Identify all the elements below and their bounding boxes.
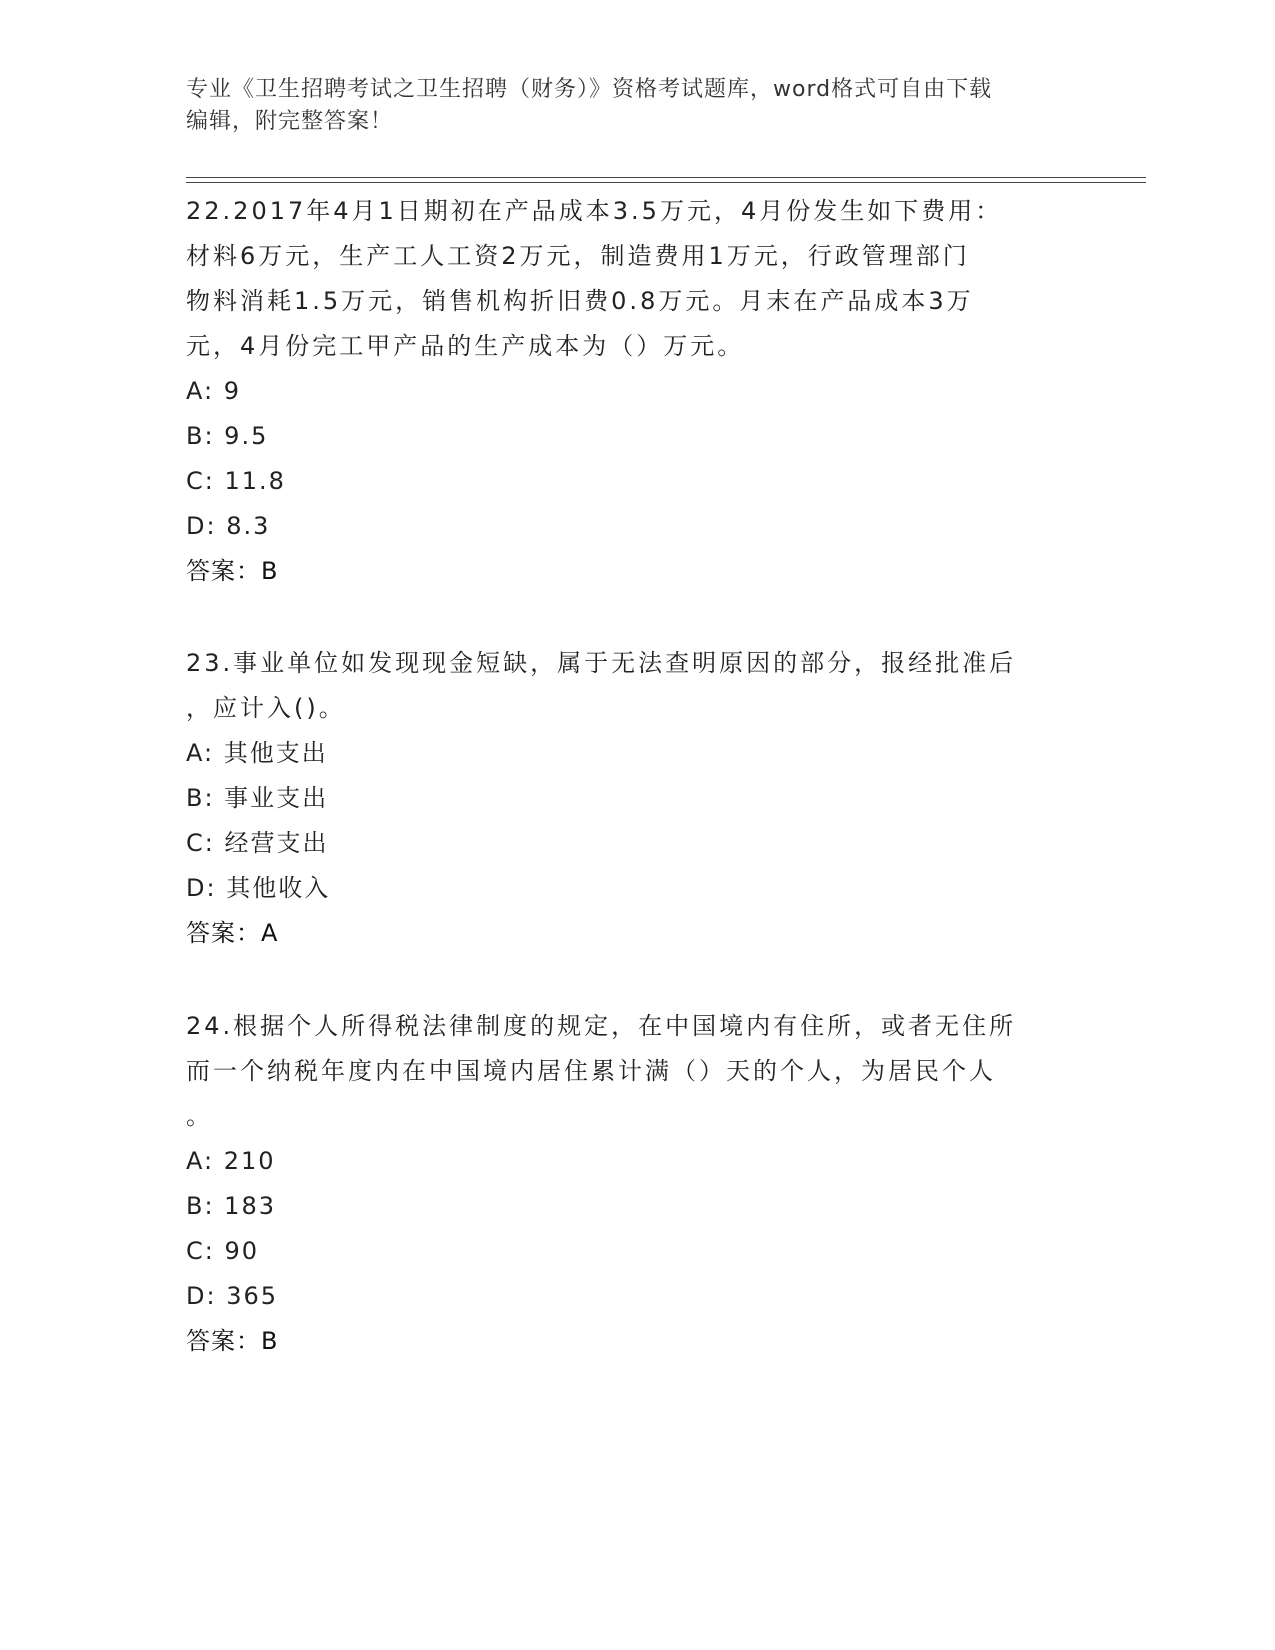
option-d: D: 其他收入 — [186, 874, 331, 902]
question-stem-line: 24.根据个人所得税法律制度的规定，在中国境内有住所，或者无住所 — [186, 1012, 1017, 1040]
header-divider-bottom — [186, 182, 1146, 183]
question-stem-line: 23.事业单位如发现现金短缺，属于无法查明原因的部分，报经批准后 — [186, 649, 1017, 677]
option-c: C: 经营支出 — [186, 829, 329, 857]
answer-line: 答案：A — [186, 919, 279, 947]
question-23 — [186, 641, 1086, 956]
option-a: A: 9 — [186, 377, 241, 405]
question-24 — [186, 1004, 1086, 1364]
question-stem-line: 元，4月份完工甲产品的生产成本为（）万元。 — [186, 332, 745, 360]
answer-line: 答案：B — [186, 1327, 279, 1355]
question-22 — [186, 189, 1086, 594]
question-stem-line: 材料6万元，生产工人工资2万元，制造费用1万元，行政管理部门 — [186, 242, 970, 270]
header-line-1: 专业《卫生招聘考试之卫生招聘（财务）》资格考试题库，word格式可自由下载 — [186, 77, 993, 102]
question-stem-line: ，应计入()。 — [186, 694, 346, 722]
question-stem-line: 22.2017年4月1日期初在产品成本3.5万元，4月份发生如下费用： — [186, 197, 1003, 225]
option-b: B: 事业支出 — [186, 784, 329, 812]
option-a: A: 210 — [186, 1147, 276, 1175]
question-stem-line: 物料消耗1.5万元，销售机构折旧费0.8万元。月末在产品成本3万 — [186, 287, 974, 315]
header-line-2: 编辑，附完整答案！ — [186, 109, 394, 134]
header-divider-top — [186, 177, 1146, 178]
option-c: C: 90 — [186, 1237, 260, 1265]
option-c: C: 11.8 — [186, 467, 286, 495]
option-b: B: 183 — [186, 1192, 276, 1220]
answer-line: 答案：B — [186, 557, 279, 585]
document-header — [186, 74, 1086, 138]
question-stem-line: 而一个纳税年度内在中国境内居住累计满（）天的个人，为居民个人 — [186, 1057, 996, 1085]
question-stem-line: 。 — [186, 1102, 213, 1130]
option-a: A: 其他支出 — [186, 739, 328, 767]
option-d: D: 365 — [186, 1282, 279, 1310]
option-d: D: 8.3 — [186, 512, 271, 540]
option-b: B: 9.5 — [186, 422, 269, 450]
